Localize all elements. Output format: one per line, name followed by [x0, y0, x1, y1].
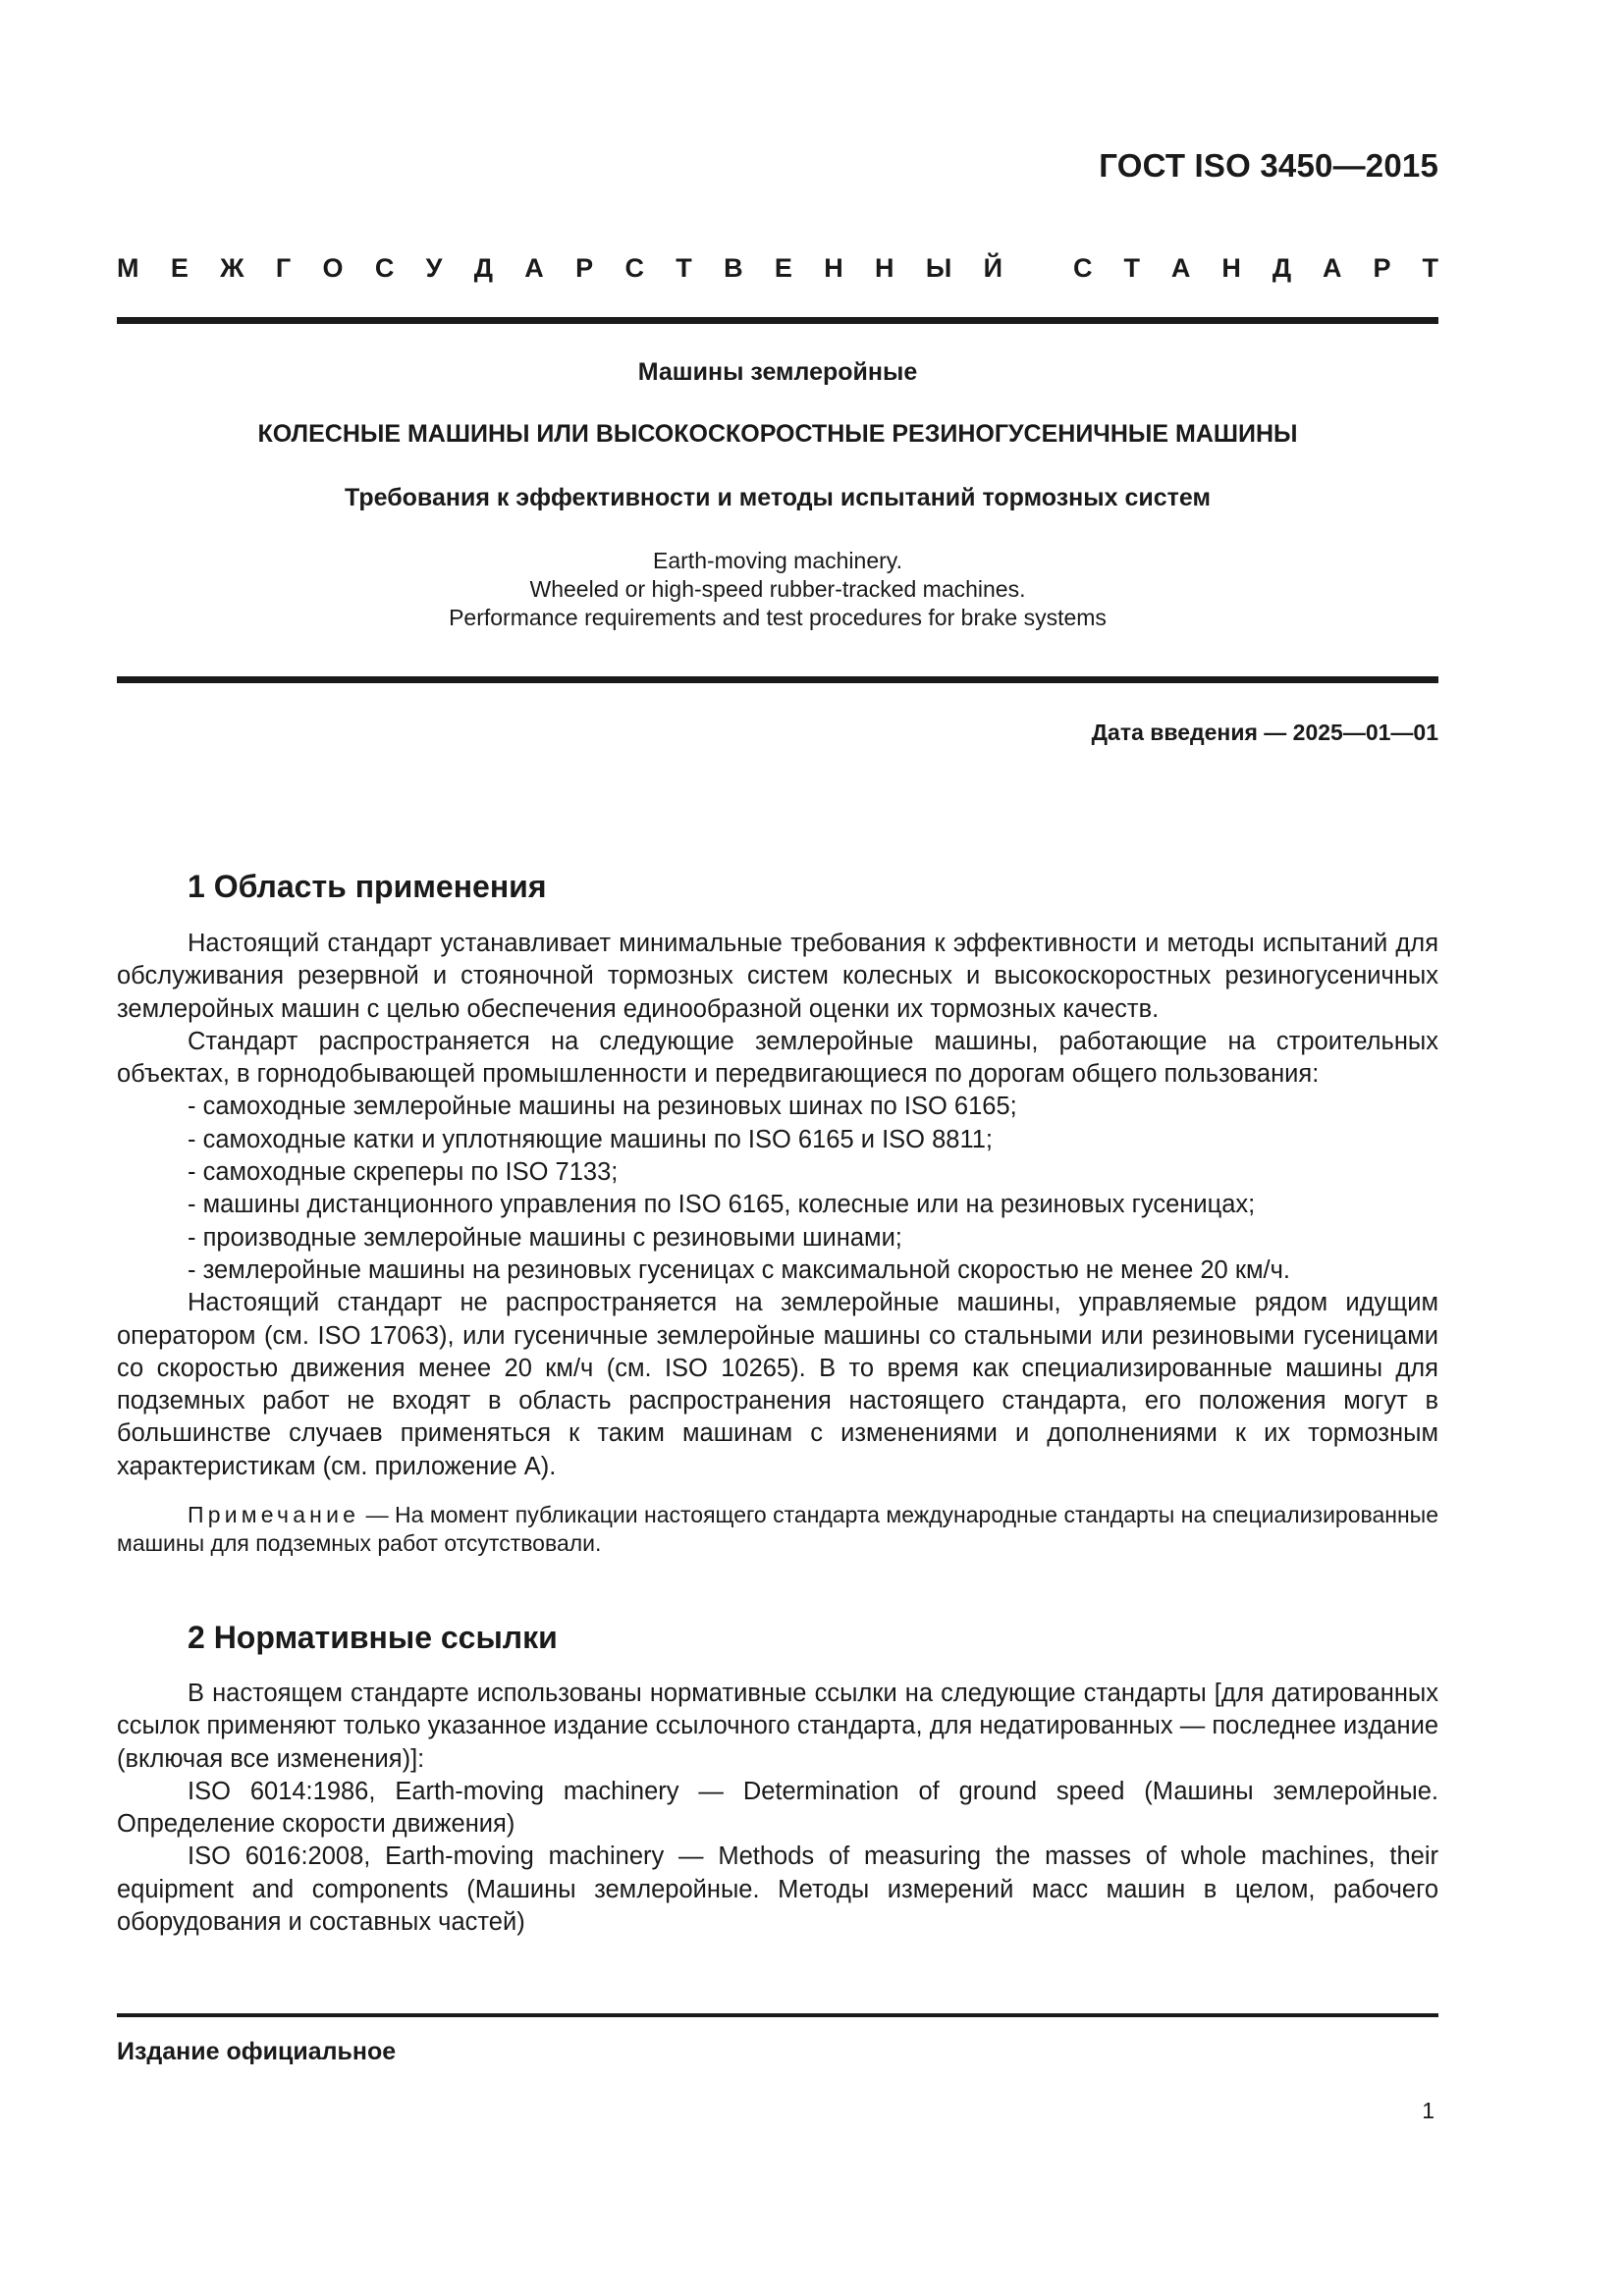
section-body-scope — [117, 928, 1438, 1483]
list-item: - землеройные машины на резиновых гусеницах с максимальной скоростью не менее 20 км/ч. — [188, 1255, 1290, 1284]
banner-letter: Й — [983, 253, 1002, 283]
banner-word-interstate — [117, 253, 1002, 284]
banner-letter: С — [374, 253, 395, 283]
banner-letter: В — [724, 253, 743, 283]
banner-letter: Д — [473, 253, 493, 283]
document-title: КОЛЕСНЫЕ МАШИНЫ ИЛИ ВЫСОКОСКОРОСТНЫЕ РЕЗИНОГУСЕНИЧНЫЕ МАШИНЫ — [257, 420, 1298, 448]
paragraph: В настоящем стандарте использованы нормативные ссылки на следующие стандарты [для датированных ссылок применяют только указанное издание ссылочного стандарта, для недатированных — последнее издание (включая все изменения)]: — [117, 1680, 1438, 1773]
paragraph: Настоящий стандарт не распространяется на землеройные машины, управляемые рядом идущим оператором (см. ISO 17063), или гусеничные землеройные машины со стальными или резиновыми гусеницами со скоростью движения менее 20 км/ч (см. ISO 10265). В то время как специализированные машины для подземных работ не входят в область распространения настоящего стандарта, его положения могут в большинстве случаев применяться к таким машинам с изменениями и дополнениями к их тормозным характеристикам (см. приложение А). — [117, 1289, 1438, 1480]
english-title-line: Earth-moving machinery. — [653, 548, 902, 573]
banner-letter: Т — [676, 253, 692, 283]
banner-letter: Н — [824, 253, 843, 283]
section-heading-scope: 1 Область применения — [188, 869, 547, 904]
banner-letter: А — [1323, 253, 1342, 283]
paragraph: Настоящий стандарт устанавливает минимальные требования к эффективности и методы испытаний для обслуживания резервной и стояночной тормозных систем колесных и высокоскоростных резиногусеничных землеройных машин с целью обеспечения единообразной оценки их тормозных качеств. — [117, 930, 1438, 1023]
footer-divider — [117, 2013, 1438, 2017]
paragraph: Стандарт распространяется на следующие землеройные машины, работающие на строительных объектах, в горнодобывающей промышленности и передвигающиеся по дорогам общего пользования: — [117, 1027, 1438, 1089]
banner-letter: Ж — [220, 253, 244, 283]
banner-letter: О — [322, 253, 344, 283]
note — [117, 1501, 1438, 1558]
list-item: - производные землеройные машины с резиновыми шинами; — [188, 1223, 902, 1252]
note-label: Примечание — [188, 1502, 360, 1527]
banner-letter: Н — [875, 253, 894, 283]
page-number: 1 — [1422, 2098, 1435, 2123]
english-title — [117, 547, 1438, 632]
list-item: - машины дистанционного управления по ISO 6165, колесные или на резиновых гусеницах; — [188, 1191, 1256, 1219]
banner-letter: М — [117, 253, 139, 283]
english-title-line: Performance requirements and test procedures for brake systems — [449, 605, 1107, 630]
section-heading-references: 2 Нормативные ссылки — [188, 1620, 558, 1655]
list-item: - самоходные скреперы по ISO 7133; — [188, 1158, 619, 1187]
banner-letter: С — [1073, 253, 1093, 283]
reference-item: ISO 6016:2008, Earth-moving machinery — Methods of measuring the masses of whole machines, their equipment and components (Машины землеройные. Методы измерений масс машин в целом, рабочего оборудования и составных частей) — [117, 1842, 1438, 1937]
banner-letter: Г — [275, 253, 292, 283]
section-body-references — [117, 1678, 1438, 1939]
standard-code: ГОСТ ISO 3450—2015 — [1099, 147, 1438, 184]
list-item: - самоходные катки и уплотняющие машины по ISO 6165 и ISO 8811; — [188, 1125, 994, 1153]
banner-letter: Р — [575, 253, 594, 283]
banner-letter: Е — [170, 253, 189, 283]
note-text: — На момент публикации настоящего стандарта международные стандарты на специализированные машины для подземных работ отсутствовали. — [117, 1502, 1438, 1556]
banner-letter: Д — [1272, 253, 1292, 283]
document-subtitle: Требования к эффективности и методы испытаний тормозных систем — [345, 484, 1211, 511]
banner-letter: Т — [1422, 253, 1438, 283]
header-divider — [117, 317, 1438, 324]
banner-letter: Е — [774, 253, 792, 283]
document-page — [117, 0, 1438, 2296]
standard-type-banner — [117, 253, 1438, 284]
banner-letter: У — [425, 253, 443, 283]
english-title-line: Wheeled or high-speed rubber-tracked machines. — [529, 576, 1026, 602]
list-item: - самоходные землеройные машины на резиновых шинах по ISO 6165; — [188, 1093, 1017, 1121]
title-divider — [117, 676, 1438, 683]
official-edition-label: Издание официальное — [117, 2038, 397, 2065]
banner-letter: Н — [1221, 253, 1241, 283]
document-subject: Машины землеройные — [637, 358, 918, 386]
introduction-date: Дата введения — 2025—01—01 — [1091, 720, 1438, 745]
reference-item: ISO 6014:1986, Earth-moving machinery — Determination of ground speed (Машины землеройные. Определение скорости движения) — [117, 1777, 1438, 1839]
banner-letter: Т — [1123, 253, 1140, 283]
banner-letter: А — [1170, 253, 1191, 283]
banner-letter: Р — [1373, 253, 1391, 283]
banner-word-standard — [1073, 253, 1438, 284]
banner-letter: А — [524, 253, 544, 283]
banner-letter: Ы — [925, 253, 952, 283]
banner-letter: С — [624, 253, 644, 283]
